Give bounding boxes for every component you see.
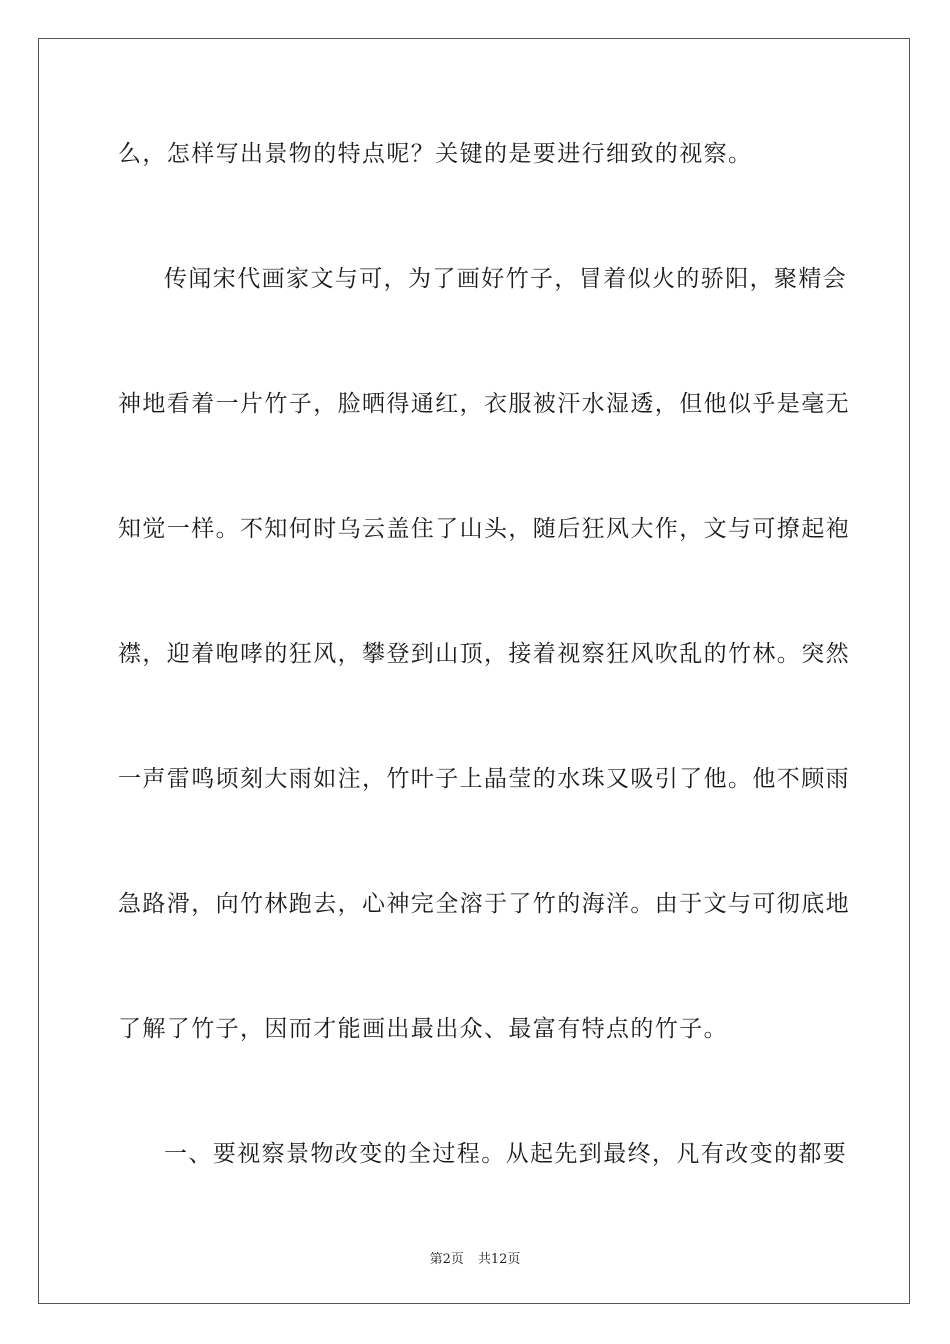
paragraph-line-5: 襟，迎着咆哮的狂风，攀登到山顶，接着视察狂风吹乱的竹林。突然	[118, 641, 850, 667]
page-footer	[0, 1248, 950, 1267]
paragraph-line-4: 知觉一样。不知何时乌云盖住了山头，随后狂风大作，文与可撩起袍	[118, 516, 850, 542]
page-border	[38, 38, 910, 1304]
paragraph-line-8: 了解了竹子，因而才能画出最出众、最富有特点的竹子。	[118, 1016, 728, 1042]
paragraph-line-3: 神地看着一片竹子，脸晒得通红，衣服被汗水湿透，但他似乎是毫无	[118, 391, 850, 417]
page-total: 共12页	[477, 1252, 521, 1267]
paragraph-line-9: 一、要视察景物改变的全过程。从起先到最终，凡有改变的都要	[164, 1141, 848, 1167]
page-number: 第2页	[429, 1252, 464, 1267]
paragraph-line-7: 急路滑，向竹林跑去，心神完全溶于了竹的海洋。由于文与可彻底地	[118, 891, 850, 917]
paragraph-line-2: 传闻宋代画家文与可，为了画好竹子，冒着似火的骄阳，聚精会	[164, 266, 848, 292]
paragraph-line-6: 一声雷鸣顷刻大雨如注，竹叶子上晶莹的水珠又吸引了他。他不顾雨	[118, 766, 850, 792]
paragraph-line-1: 么，怎样写出景物的特点呢？关键的是要进行细致的视察。	[118, 141, 753, 167]
